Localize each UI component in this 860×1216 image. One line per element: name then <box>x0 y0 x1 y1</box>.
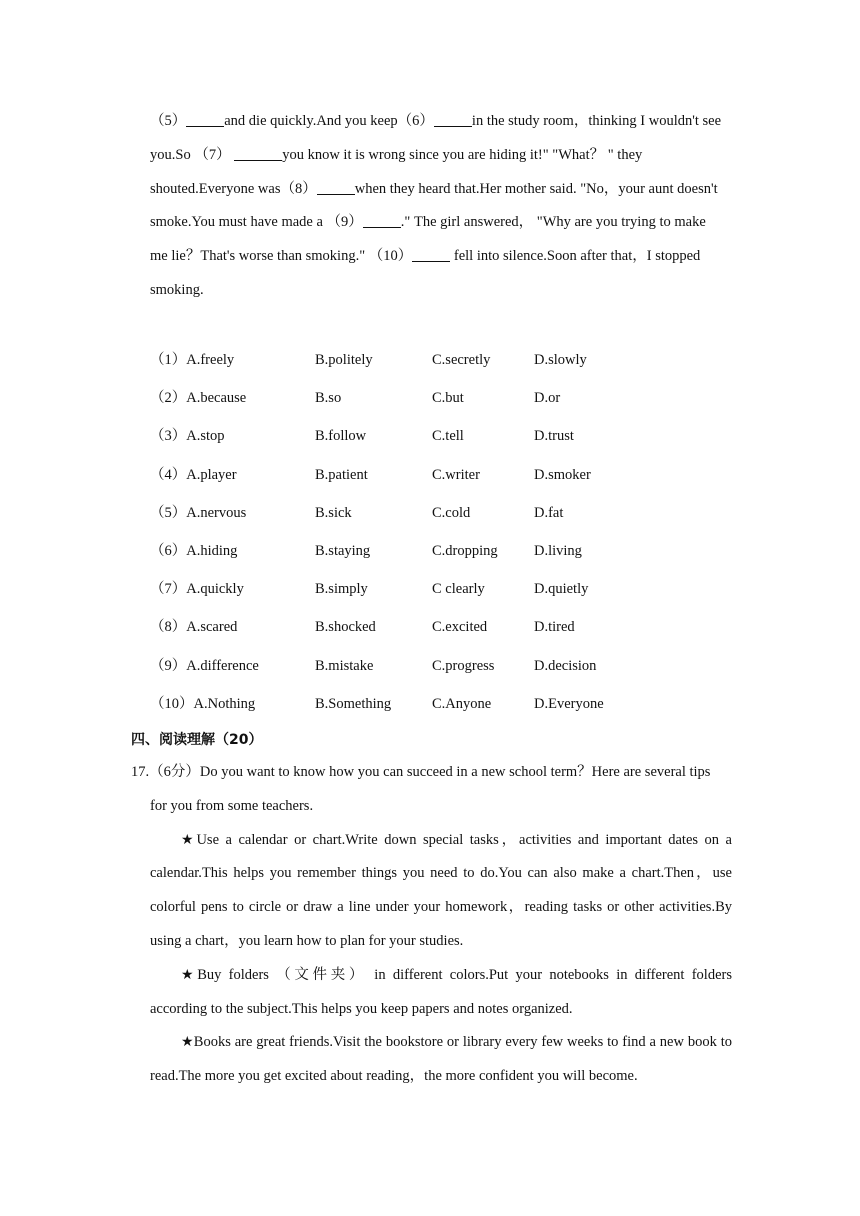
option-row <box>150 573 750 611</box>
option-row <box>150 497 750 535</box>
answer-blank <box>434 112 472 128</box>
option-b: B.mistake <box>315 657 374 674</box>
option-a: （9）A.difference <box>150 657 259 674</box>
tip-paragraph: ★Books are great friends.Visit the bookstore or library every few weeks to find a new book to read.The more you get excited about reading，the more confident you will become. <box>150 1034 732 1085</box>
option-c: C.progress <box>432 657 495 674</box>
question-intro: 17.（6分）Do you want to know how you can succeed in a new school term？Here are several tips <box>131 764 711 780</box>
option-row <box>150 535 750 573</box>
option-row <box>150 420 750 458</box>
option-d: D.Everyone <box>534 695 604 712</box>
question-intro-cont: for you from some teachers. <box>150 797 314 814</box>
question-17 <box>131 756 732 1094</box>
star-icon: ★ <box>181 1034 194 1051</box>
section-title: 四、阅读理解（20） <box>131 732 263 748</box>
option-c: C.Anyone <box>432 695 492 712</box>
cloze-passage <box>150 105 732 308</box>
option-a: （8）A.scared <box>150 619 238 636</box>
option-row <box>150 611 750 649</box>
option-d: D.quietly <box>534 581 589 598</box>
option-c: C.cold <box>432 504 471 521</box>
tip-paragraph: ★Use a calendar or chart.Write down special tasks，activities and important dates on a calendar.This helps you remember things you need to do.You can also make a chart.Then，use colorful pens to circle or draw a line under your homework，reading tasks or other activities.By using a chart，you learn how to plan for your studies. <box>150 831 732 949</box>
option-row <box>150 382 750 420</box>
option-b: B.Something <box>315 695 392 712</box>
passage-line: smoke.You must have made a （9） ." The girl answered， "Why are you trying to make <box>150 214 706 231</box>
option-d: D.fat <box>534 504 564 521</box>
star-icon: ★ <box>181 966 198 983</box>
option-d: D.trust <box>534 428 574 445</box>
answer-blank <box>317 179 355 195</box>
option-b: B.patient <box>315 466 368 483</box>
option-row <box>150 650 750 688</box>
tip-paragraph: ★Buy folders （文件夹） in different colors.Put your notebooks in different folders according to the subject.This helps you keep papers and notes organized. <box>150 966 732 1017</box>
option-a: （7）A.quickly <box>150 581 244 598</box>
option-a: （10）A.Nothing <box>150 695 256 712</box>
option-a: （3）A.stop <box>150 428 225 445</box>
option-c: C clearly <box>432 581 485 598</box>
option-d: D.or <box>534 390 561 407</box>
option-b: B.simply <box>315 581 368 598</box>
option-c: C.but <box>432 390 464 407</box>
option-d: D.slowly <box>534 352 587 368</box>
star-icon: ★ <box>181 831 197 848</box>
answer-options <box>150 344 750 726</box>
answer-blank <box>234 145 282 161</box>
option-c: C.secretly <box>432 352 491 368</box>
passage-line: me lie？That's worse than smoking." （10） fell into silence.Soon after that，I stopped <box>150 248 701 265</box>
option-a: （4）A.player <box>150 466 237 483</box>
option-d: D.smoker <box>534 466 591 483</box>
option-b: B.follow <box>315 428 367 445</box>
option-b: B.shocked <box>315 619 376 636</box>
option-a: （6）A.hiding <box>150 542 238 559</box>
option-row <box>150 344 750 382</box>
passage-line: smoking. <box>150 281 204 298</box>
answer-blank <box>363 213 401 229</box>
passage-line: （5） and die quickly.And you keep（6） in the study room，thinking I wouldn't see <box>150 113 722 129</box>
option-d: D.tired <box>534 619 575 636</box>
option-b: B.politely <box>315 352 373 368</box>
option-row <box>150 688 750 726</box>
option-a: （5）A.nervous <box>150 504 247 521</box>
option-a: （2）A.because <box>150 390 247 407</box>
option-c: C.writer <box>432 466 480 483</box>
option-c: C.excited <box>432 619 488 636</box>
option-b: B.staying <box>315 542 371 559</box>
answer-blank <box>186 112 224 128</box>
option-c: C.dropping <box>432 542 498 559</box>
option-d: D.decision <box>534 657 597 674</box>
option-d: D.living <box>534 542 582 559</box>
option-row <box>150 459 750 497</box>
option-c: C.tell <box>432 428 464 445</box>
option-a: （1）A.freely <box>150 352 235 368</box>
passage-line: you.So （7） you know it is wrong since you are hiding it!" "What？ " they <box>150 146 643 163</box>
option-b: B.so <box>315 390 342 407</box>
option-b: B.sick <box>315 504 352 521</box>
passage-line: shouted.Everyone was（8） when they heard that.Her mother said. "No，your aunt doesn't <box>150 180 718 197</box>
answer-blank <box>412 247 450 263</box>
